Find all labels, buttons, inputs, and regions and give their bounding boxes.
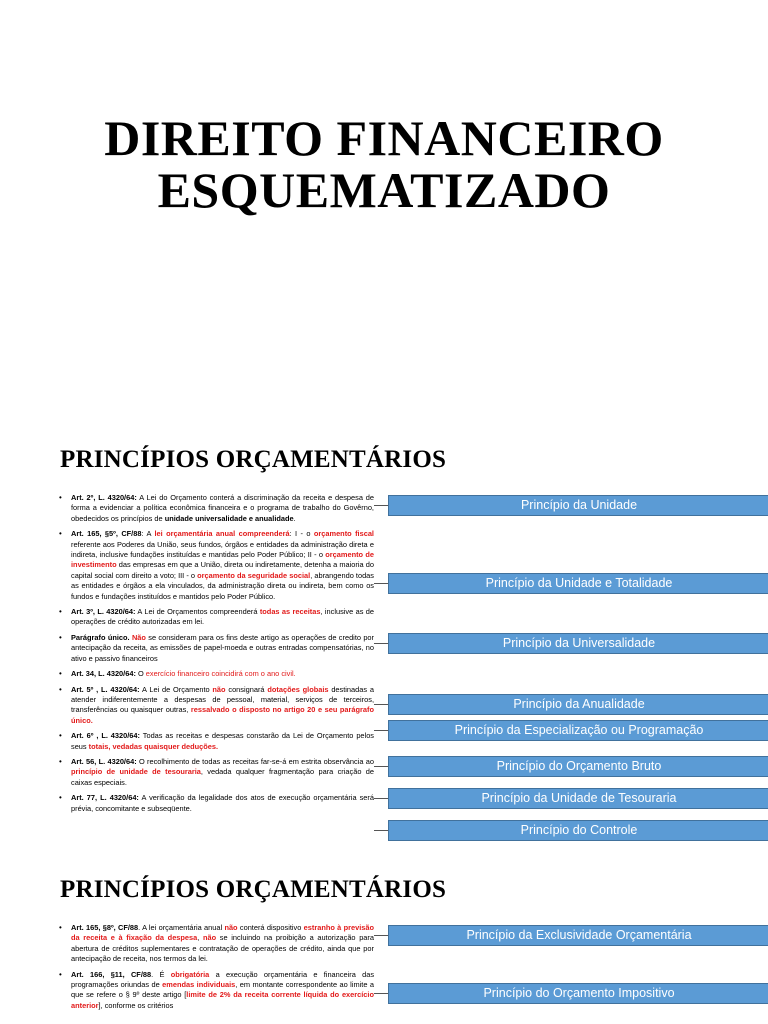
principle-boxes: [0, 410, 768, 860]
text-run: todas as receitas: [259, 607, 321, 617]
principle-box-controle: Princípio do Controle: [388, 820, 768, 841]
text-run: se consideram para os fins deste artigo as operações de credito por antecipação da receita, as emissões de papel-moeda e outras entradas compensatórias, no ativo e passivo financeiros: [71, 632, 375, 663]
text-run: estranho à previsão da receita e à fixação da despesa: [71, 923, 374, 943]
principle-box-universalidade: Princípio da Universalidade: [388, 633, 768, 654]
text-run: Art. 165, §8º, CF/88: [71, 923, 139, 932]
connector-line: [374, 766, 388, 767]
text-run: Art. 2º, L. 4320/64:: [71, 493, 137, 502]
principle-box-orcamento-bruto: Princípio do Orçamento Bruto: [388, 756, 768, 777]
text-run: a execução orçamentária e financeira das programações oriundas de: [71, 969, 375, 990]
text-run: A Lei do Orçamento conterá a discriminação da receita e despesa de forma a evidenciar a política econômica financeira e o programa de trabalho do Govêrno, obedecidos os princípios de: [71, 493, 374, 523]
text-run: referente aos Poderes da União, seus fundos, órgãos e entidades da administração direta e indireta, inclusive fundações instituídas e mantidas pelo Poder Público; II - o: [71, 539, 374, 560]
text-run: Art. 166, §11, CF/88: [71, 969, 152, 979]
text-run: conterá dispositivo: [237, 923, 304, 932]
principle-box-especializacao: Princípio da Especialização ou Programação: [388, 720, 768, 741]
main-title-line-2: ESQUEMATIZADO: [157, 162, 611, 218]
text-run: dotações globais: [267, 684, 329, 694]
connector-line: [374, 730, 388, 731]
text-run: A Lei de Orçamento: [139, 684, 213, 694]
text-run: Art. 56, L. 4320/64:: [71, 756, 137, 766]
connector-line: [374, 798, 388, 799]
connector-line: [374, 583, 388, 584]
principle-box-unidade-totalidade: Princípio da Unidade e Totalidade: [388, 573, 768, 594]
text-run: não: [212, 684, 226, 694]
text-run: : I - o: [289, 529, 314, 539]
text-run: não: [224, 923, 238, 932]
principle-box-unidade: Princípio da Unidade: [388, 495, 768, 516]
text-run: : A: [141, 529, 155, 539]
text-run: ,: [197, 933, 203, 943]
text-run: , inclusive as de operações de crédito autorizadas em lei.: [71, 607, 374, 627]
principle-box-orcamento-impositivo: Princípio do Orçamento Impositivo: [388, 983, 768, 1004]
text-run: ressalvado o disposto no artigo 20 e seu parágrafo único.: [71, 705, 374, 725]
text-run: Art. 5º , L. 4320/64:: [71, 684, 140, 694]
text-run: Não: [131, 632, 146, 642]
text-run: orçamento de investimento: [71, 550, 374, 570]
text-run: orçamento da seguridade social: [197, 570, 311, 580]
text-run: , abrangendo todas as entidades e órgãos a ela vinculados, da administração direta ou indireta, bem como os fundos e fundações instituídos e mantidos pelo Poder Público.: [71, 570, 374, 601]
text-run: Parágrafo único.: [71, 632, 130, 642]
title-slide: [0, 0, 768, 410]
connector-line: [374, 993, 388, 994]
section-title: PRINCÍPIOS ORÇAMENTÁRIOS: [60, 446, 447, 473]
text-run: Art. 165, §5º, CF/88: [71, 529, 142, 539]
text-run: das empresas em que a União, direta ou indiretamente, detenha a maioria do capital social com direito a voto; III - o: [71, 560, 374, 580]
principle-box-exclusividade: Princípio da Exclusividade Orçamentária: [388, 925, 768, 946]
text-run: orçamento fiscal: [313, 529, 374, 539]
text-run: destinadas a atender indiferentemente a despesas de pessoal, material, serviços de terceiros, transferências ou quaisquer outras,: [71, 684, 374, 715]
connector-line: [374, 704, 388, 705]
text-run: princípio de unidade de tesouraria: [71, 767, 201, 777]
main-title-line-1: DIREITO FINANCEIRO: [104, 110, 664, 166]
text-run: .: [293, 513, 296, 523]
text-run: Todas as receitas e despesas constarão da Lei de Orçamento pelos seus: [71, 731, 374, 751]
principle-box-unidade-tesouraria: Princípio da Unidade de Tesouraria: [388, 788, 768, 809]
text-run: , vedada qualquer fragmentação para criação de caixas especiais.: [71, 767, 374, 787]
text-run: Art. 77, L. 4320/64:: [71, 793, 139, 803]
connector-line: [374, 830, 388, 831]
text-run: consignará: [225, 684, 268, 694]
text-run: se incluindo na proibição a autorização para abertura de créditos suplementares e contratação de operações de crédito, ainda que por antecipação de receita, nos termos da lei.: [71, 933, 374, 964]
text-run: , em montante correspondente ao limite a que se refere o § 9º deste artigo [: [71, 980, 374, 1000]
text-run: A verificação da legalidade dos atos de execução orçamentária será prévia, concomitante e subseqüente.: [71, 793, 374, 813]
text-run: A Lei de Orçamentos compreenderá: [135, 607, 260, 617]
principles-slide-1: [0, 410, 768, 860]
principle-boxes: [0, 860, 768, 1024]
section-title: PRINCÍPIOS ORÇAMENTÁRIOS: [60, 876, 447, 903]
text-run: emendas individuais: [162, 980, 236, 990]
text-run: lei orçamentária anual compreenderá: [154, 529, 290, 539]
principles-slide-2: [0, 860, 768, 1024]
text-run: exercício financeiro coincidirá com o ano civil.: [145, 669, 296, 679]
connector-line: [374, 643, 388, 644]
text-run: O recolhimento de todas as receitas far-se-á em estrita observância ao: [136, 756, 374, 766]
main-title: [0, 112, 768, 216]
text-run: . A lei orçamentária anual: [138, 923, 225, 932]
text-run: Art. 34, L. 4320/64:: [71, 669, 136, 679]
principle-box-anualidade: Princípio da Anualidade: [388, 694, 768, 715]
text-run: O: [135, 669, 146, 679]
connector-line: [374, 505, 388, 506]
connector-line: [374, 935, 388, 936]
text-run: não: [202, 933, 217, 943]
text-run: obrigatória: [170, 969, 210, 979]
text-run: unidade universalidade e anualidade: [164, 513, 294, 523]
text-run: ], conforme os critérios: [98, 1000, 174, 1010]
text-run: totais, vedadas quaisquer deduções.: [88, 741, 219, 751]
text-run: limite de 2% da receita corrente líquida do exercício anterior: [71, 990, 374, 1010]
text-run: . É: [151, 969, 171, 979]
text-run: Art. 3º, L. 4320/64:: [71, 607, 136, 617]
text-run: Art. 6º , L. 4320/64:: [71, 731, 140, 741]
